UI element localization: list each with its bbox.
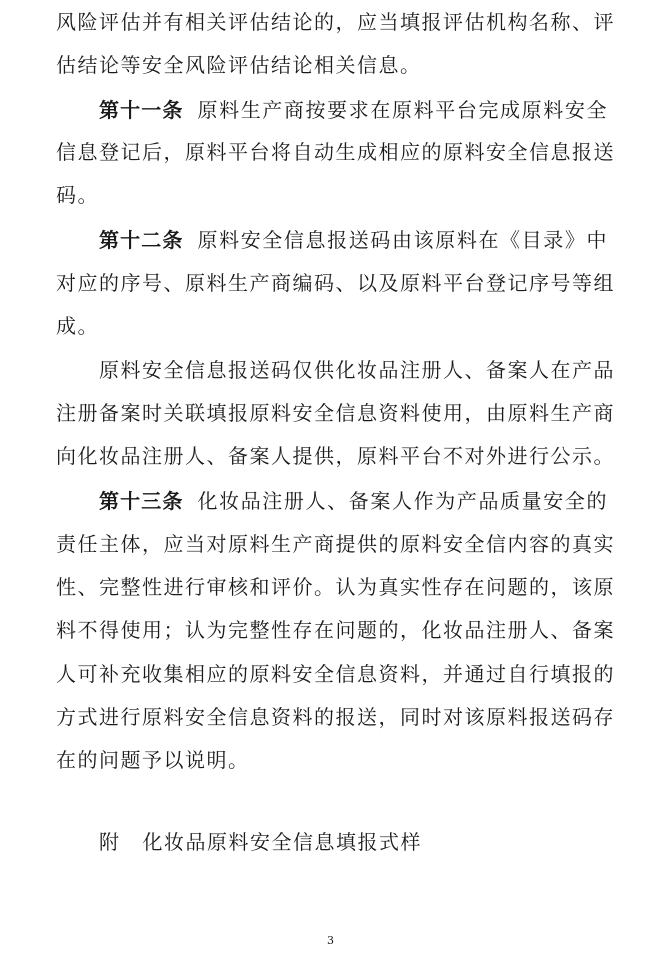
paragraph-line: 估结论等安全风险评估结论相关信息。: [56, 53, 422, 77]
article-text: 化妆品注册人、备案人作为产品质量安全的: [197, 489, 609, 513]
paragraph-line: 责任主体，应当对原料生产商提供的原料安全信内容的真实: [56, 532, 615, 556]
article-text: 原料安全信息报送码由该原料在《目录》中: [197, 228, 609, 252]
article-12-first-line: [99, 227, 608, 253]
paragraph-line: 风险评估并有相关评估结论的，应当填报评估机构名称、评: [56, 10, 615, 34]
appendix-line: [99, 829, 422, 855]
appendix-prefix: 附: [99, 830, 121, 854]
paragraph-line: 向化妆品注册人、备案人提供，原料平台不对外进行公示。: [56, 444, 615, 468]
paragraph-line: 方式进行原料安全信息资料的报送，同时对该原料报送码存: [56, 705, 615, 729]
article-number: 第十三条: [99, 489, 184, 513]
article-text: 原料生产商按要求在原料平台完成原料安全: [197, 98, 609, 122]
paragraph-line: 料不得使用；认为完整性存在问题的，化妆品注册人、备案: [56, 618, 615, 642]
article-number: 第十二条: [99, 228, 184, 252]
paragraph-line: 注册备案时关联填报原料安全信息资料使用，由原料生产商: [56, 401, 615, 425]
paragraph-line: 信息登记后，原料平台将自动生成相应的原料安全信息报送: [56, 140, 615, 164]
appendix-title: 化妆品原料安全信息填报式样: [142, 830, 422, 854]
paragraph-line: 对应的序号、原料生产商编码、以及原料平台登记序号等组: [56, 271, 615, 295]
paragraph-line: 码。: [56, 183, 99, 207]
article-13-first-line: [99, 488, 608, 514]
paragraph-line: 在的问题予以说明。: [56, 748, 250, 772]
article-11-first-line: [99, 97, 608, 123]
page-number: 3: [327, 934, 334, 947]
paragraph-line: 成。: [56, 314, 99, 338]
paragraph-line: 原料安全信息报送码仅供化妆品注册人、备案人在产品: [99, 358, 615, 382]
article-number: 第十一条: [99, 98, 184, 122]
paragraph-line: 人可补充收集相应的原料安全信息资料，并通过自行填报的: [56, 662, 615, 686]
paragraph-line: 性、完整性进行审核和评价。认为真实性存在问题的，该原: [56, 575, 615, 599]
